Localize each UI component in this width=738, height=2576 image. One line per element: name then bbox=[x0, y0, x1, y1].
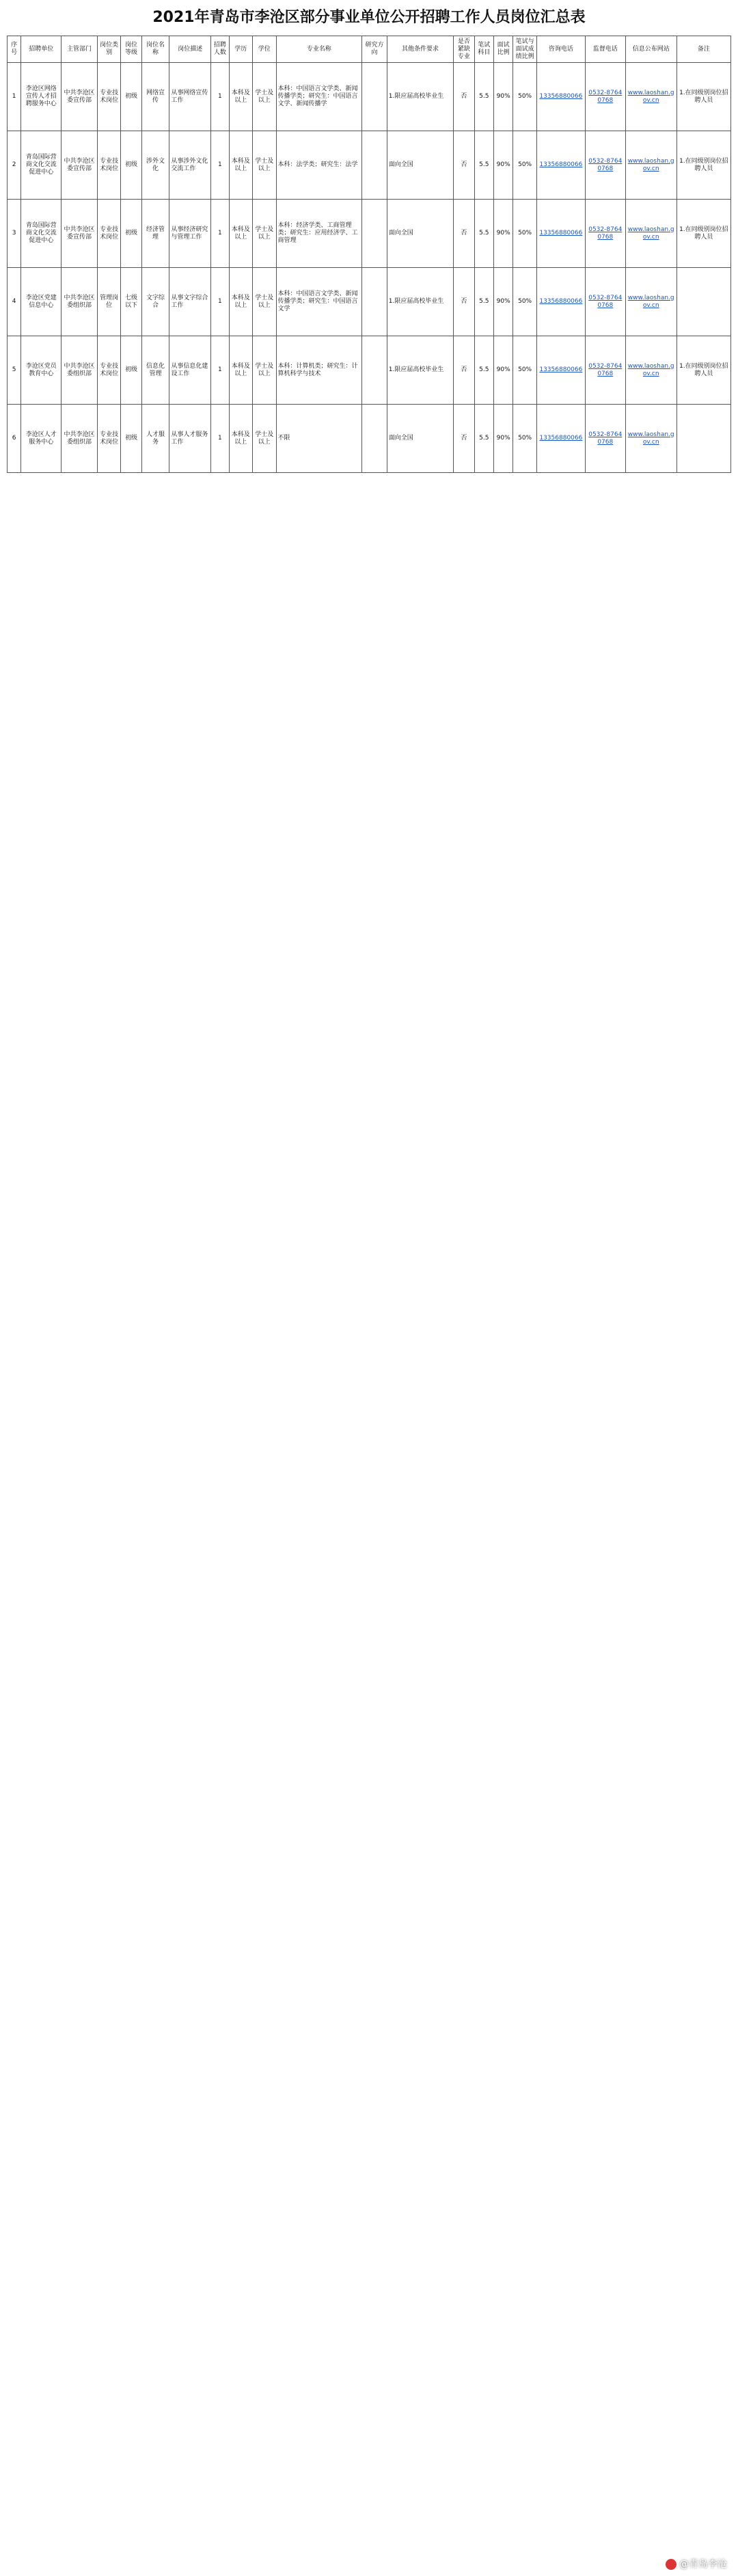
column-header: 是否紧缺专业 bbox=[454, 36, 474, 63]
column-header: 咨询电话 bbox=[536, 36, 585, 63]
column-header: 监督电话 bbox=[585, 36, 625, 63]
cell-dept: 中共李沧区委组织部 bbox=[62, 268, 98, 336]
cell-score: 50% bbox=[513, 336, 536, 405]
cell-score: 50% bbox=[513, 405, 536, 473]
cell-note bbox=[676, 268, 730, 336]
cell-sup[interactable]: 0532-87640768 bbox=[585, 405, 625, 473]
column-header: 招聘人数 bbox=[211, 36, 229, 63]
cell-num: 1 bbox=[211, 268, 229, 336]
cell-edu: 本科及以上 bbox=[229, 336, 252, 405]
cell-cat: 专业技术岗位 bbox=[97, 405, 120, 473]
cell-desc: 从事网络宣传工作 bbox=[169, 63, 211, 131]
cell-exam: 5.5 bbox=[474, 405, 493, 473]
column-header: 主管部门 bbox=[62, 36, 98, 63]
cell-dept: 中共李沧区委组织部 bbox=[62, 336, 98, 405]
cell-level: 七级以下 bbox=[121, 268, 141, 336]
cell-ratio: 90% bbox=[493, 268, 512, 336]
cell-exam: 5.5 bbox=[474, 200, 493, 268]
cell-unit: 李沧区网络宣传人才招聘服务中心 bbox=[21, 63, 62, 131]
cell-edu: 本科及以上 bbox=[229, 63, 252, 131]
cell-level: 初级 bbox=[121, 200, 141, 268]
cell-desc: 从事信息化建设工作 bbox=[169, 336, 211, 405]
cell-post: 信息化管理 bbox=[141, 336, 169, 405]
cell-major: 本科：法学类；研究生：法学 bbox=[276, 131, 362, 200]
cell-exam: 5.5 bbox=[474, 268, 493, 336]
cell-sup[interactable]: 0532-87640768 bbox=[585, 200, 625, 268]
cell-degree: 学士及以上 bbox=[253, 268, 276, 336]
cell-desc: 从事文字综合工作 bbox=[169, 268, 211, 336]
cell-degree: 学士及以上 bbox=[253, 336, 276, 405]
cell-urgent: 否 bbox=[454, 268, 474, 336]
cell-exam: 5.5 bbox=[474, 336, 493, 405]
table-row bbox=[8, 405, 731, 473]
cell-edu: 本科及以上 bbox=[229, 268, 252, 336]
cell-degree: 学士及以上 bbox=[253, 200, 276, 268]
cell-num: 1 bbox=[211, 63, 229, 131]
cell-degree: 学士及以上 bbox=[253, 63, 276, 131]
cell-unit: 青岛国际营商文化交流促进中心 bbox=[21, 200, 62, 268]
cell-cat: 专业技术岗位 bbox=[97, 200, 120, 268]
weibo-icon bbox=[666, 2559, 676, 2570]
cell-urgent: 否 bbox=[454, 200, 474, 268]
cell-no: 4 bbox=[8, 268, 21, 336]
cell-other: 面向全国 bbox=[387, 131, 453, 200]
cell-ratio: 90% bbox=[493, 200, 512, 268]
cell-no: 1 bbox=[8, 63, 21, 131]
cell-other: 1.限应届高校毕业生 bbox=[387, 268, 453, 336]
cell-dept: 中共李沧区委宣传部 bbox=[62, 200, 98, 268]
cell-other: 面向全国 bbox=[387, 200, 453, 268]
cell-urgent: 否 bbox=[454, 336, 474, 405]
cell-phone[interactable]: 13356880066 bbox=[536, 336, 585, 405]
column-header: 学历 bbox=[229, 36, 252, 63]
cell-exam: 5.5 bbox=[474, 63, 493, 131]
cell-note: 1.在同级别岗位招聘人员 bbox=[676, 336, 730, 405]
column-header: 岗位类别 bbox=[97, 36, 120, 63]
cell-other: 1.限应届高校毕业生 bbox=[387, 63, 453, 131]
cell-phone[interactable]: 13356880066 bbox=[536, 200, 585, 268]
cell-degree: 学士及以上 bbox=[253, 131, 276, 200]
column-header: 岗位等级 bbox=[121, 36, 141, 63]
cell-num: 1 bbox=[211, 131, 229, 200]
column-header: 备注 bbox=[676, 36, 730, 63]
cell-major: 本科：计算机类；研究生：计算机科学与技术 bbox=[276, 336, 362, 405]
cell-sup[interactable]: 0532-87640768 bbox=[585, 336, 625, 405]
cell-level: 初级 bbox=[121, 131, 141, 200]
cell-unit: 李沧区党员教育中心 bbox=[21, 336, 62, 405]
cell-major: 本科：中国语言文学类、新闻传播学类；研究生：中国语言文学 bbox=[276, 268, 362, 336]
column-header: 招聘单位 bbox=[21, 36, 62, 63]
cell-num: 1 bbox=[211, 405, 229, 473]
table-row bbox=[8, 131, 731, 200]
cell-phone[interactable]: 13356880066 bbox=[536, 405, 585, 473]
cell-dir bbox=[362, 405, 387, 473]
cell-ratio: 90% bbox=[493, 131, 512, 200]
cell-cat: 专业技术岗位 bbox=[97, 63, 120, 131]
cell-num: 1 bbox=[211, 336, 229, 405]
column-header: 研究方向 bbox=[362, 36, 387, 63]
cell-dir bbox=[362, 63, 387, 131]
column-header: 序号 bbox=[8, 36, 21, 63]
watermark-text: @青岛李沧 bbox=[679, 2559, 727, 2570]
cell-no: 5 bbox=[8, 336, 21, 405]
cell-unit: 青岛国际营商文化交流促进中心 bbox=[21, 131, 62, 200]
cell-note bbox=[676, 405, 730, 473]
cell-cat: 专业技术岗位 bbox=[97, 336, 120, 405]
cell-post: 涉外文化 bbox=[141, 131, 169, 200]
column-header: 面试比例 bbox=[493, 36, 512, 63]
cell-post: 人才服务 bbox=[141, 405, 169, 473]
cell-desc: 从事人才服务工作 bbox=[169, 405, 211, 473]
cell-site[interactable]: www.laoshan.gov.cn bbox=[625, 131, 676, 200]
column-header: 笔试科目 bbox=[474, 36, 493, 63]
cell-edu: 本科及以上 bbox=[229, 200, 252, 268]
column-header: 专业名称 bbox=[276, 36, 362, 63]
cell-unit: 李沧区人才服务中心 bbox=[21, 405, 62, 473]
cell-note: 1.在同级别岗位招聘人员 bbox=[676, 131, 730, 200]
cell-desc: 从事涉外文化交流工作 bbox=[169, 131, 211, 200]
column-header: 岗位名称 bbox=[141, 36, 169, 63]
cell-major: 本科：中国语言文学类、新闻传播学类；研究生：中国语言文学、新闻传播学 bbox=[276, 63, 362, 131]
cell-urgent: 否 bbox=[454, 63, 474, 131]
cell-major: 不限 bbox=[276, 405, 362, 473]
cell-phone[interactable]: 13356880066 bbox=[536, 63, 585, 131]
positions-table bbox=[7, 36, 731, 473]
cell-site[interactable]: www.laoshan.gov.cn bbox=[625, 336, 676, 405]
cell-urgent: 否 bbox=[454, 405, 474, 473]
table-row bbox=[8, 200, 731, 268]
cell-score: 50% bbox=[513, 131, 536, 200]
table-row bbox=[8, 268, 731, 336]
cell-edu: 本科及以上 bbox=[229, 405, 252, 473]
page-title: 2021年青岛市李沧区部分事业单位公开招聘工作人员岗位汇总表 bbox=[152, 9, 586, 26]
cell-num: 1 bbox=[211, 200, 229, 268]
watermark bbox=[666, 2557, 727, 2571]
cell-site[interactable]: www.laoshan.gov.cn bbox=[625, 268, 676, 336]
column-header: 信息公布网站 bbox=[625, 36, 676, 63]
cell-post: 网络宣传 bbox=[141, 63, 169, 131]
cell-unit: 李沧区党建信息中心 bbox=[21, 268, 62, 336]
cell-post: 经济管理 bbox=[141, 200, 169, 268]
cell-no: 3 bbox=[8, 200, 21, 268]
cell-level: 初级 bbox=[121, 336, 141, 405]
cell-major: 本科：经济学类、工商管理类；研究生：应用经济学、工商管理 bbox=[276, 200, 362, 268]
cell-dir bbox=[362, 131, 387, 200]
cell-dir bbox=[362, 268, 387, 336]
cell-other: 1.限应届高校毕业生 bbox=[387, 336, 453, 405]
cell-sup[interactable]: 0532-87640768 bbox=[585, 131, 625, 200]
cell-dir bbox=[362, 336, 387, 405]
cell-no: 6 bbox=[8, 405, 21, 473]
cell-other: 面向全国 bbox=[387, 405, 453, 473]
cell-phone[interactable]: 13356880066 bbox=[536, 268, 585, 336]
table-row bbox=[8, 63, 731, 131]
cell-phone[interactable]: 13356880066 bbox=[536, 131, 585, 200]
cell-ratio: 90% bbox=[493, 336, 512, 405]
cell-dir bbox=[362, 200, 387, 268]
cell-site[interactable]: www.laoshan.gov.cn bbox=[625, 200, 676, 268]
cell-cat: 管理岗位 bbox=[97, 268, 120, 336]
cell-dept: 中共李沧区委宣传部 bbox=[62, 63, 98, 131]
cell-sup[interactable]: 0532-87640768 bbox=[585, 268, 625, 336]
cell-sup[interactable]: 0532-87640768 bbox=[585, 63, 625, 131]
cell-site[interactable]: www.laoshan.gov.cn bbox=[625, 405, 676, 473]
column-header: 其他条件要求 bbox=[387, 36, 453, 63]
table-row bbox=[8, 336, 731, 405]
header-row bbox=[8, 36, 731, 63]
cell-exam: 5.5 bbox=[474, 131, 493, 200]
cell-level: 初级 bbox=[121, 63, 141, 131]
cell-dept: 中共李沧区委组织部 bbox=[62, 405, 98, 473]
cell-ratio: 90% bbox=[493, 63, 512, 131]
column-header: 岗位描述 bbox=[169, 36, 211, 63]
cell-level: 初级 bbox=[121, 405, 141, 473]
cell-score: 50% bbox=[513, 268, 536, 336]
column-header: 学位 bbox=[253, 36, 276, 63]
cell-post: 文字综合 bbox=[141, 268, 169, 336]
cell-degree: 学士及以上 bbox=[253, 405, 276, 473]
cell-ratio: 90% bbox=[493, 405, 512, 473]
cell-note: 1.在同级别岗位招聘人员 bbox=[676, 63, 730, 131]
column-header: 笔试与面试成绩比例 bbox=[513, 36, 536, 63]
cell-site[interactable]: www.laoshan.gov.cn bbox=[625, 63, 676, 131]
cell-score: 50% bbox=[513, 200, 536, 268]
cell-cat: 专业技术岗位 bbox=[97, 131, 120, 200]
cell-edu: 本科及以上 bbox=[229, 131, 252, 200]
cell-desc: 从事经济研究与管理工作 bbox=[169, 200, 211, 268]
cell-note: 1.在同级别岗位招聘人员 bbox=[676, 200, 730, 268]
cell-dept: 中共李沧区委宣传部 bbox=[62, 131, 98, 200]
cell-urgent: 否 bbox=[454, 131, 474, 200]
cell-no: 2 bbox=[8, 131, 21, 200]
cell-score: 50% bbox=[513, 63, 536, 131]
